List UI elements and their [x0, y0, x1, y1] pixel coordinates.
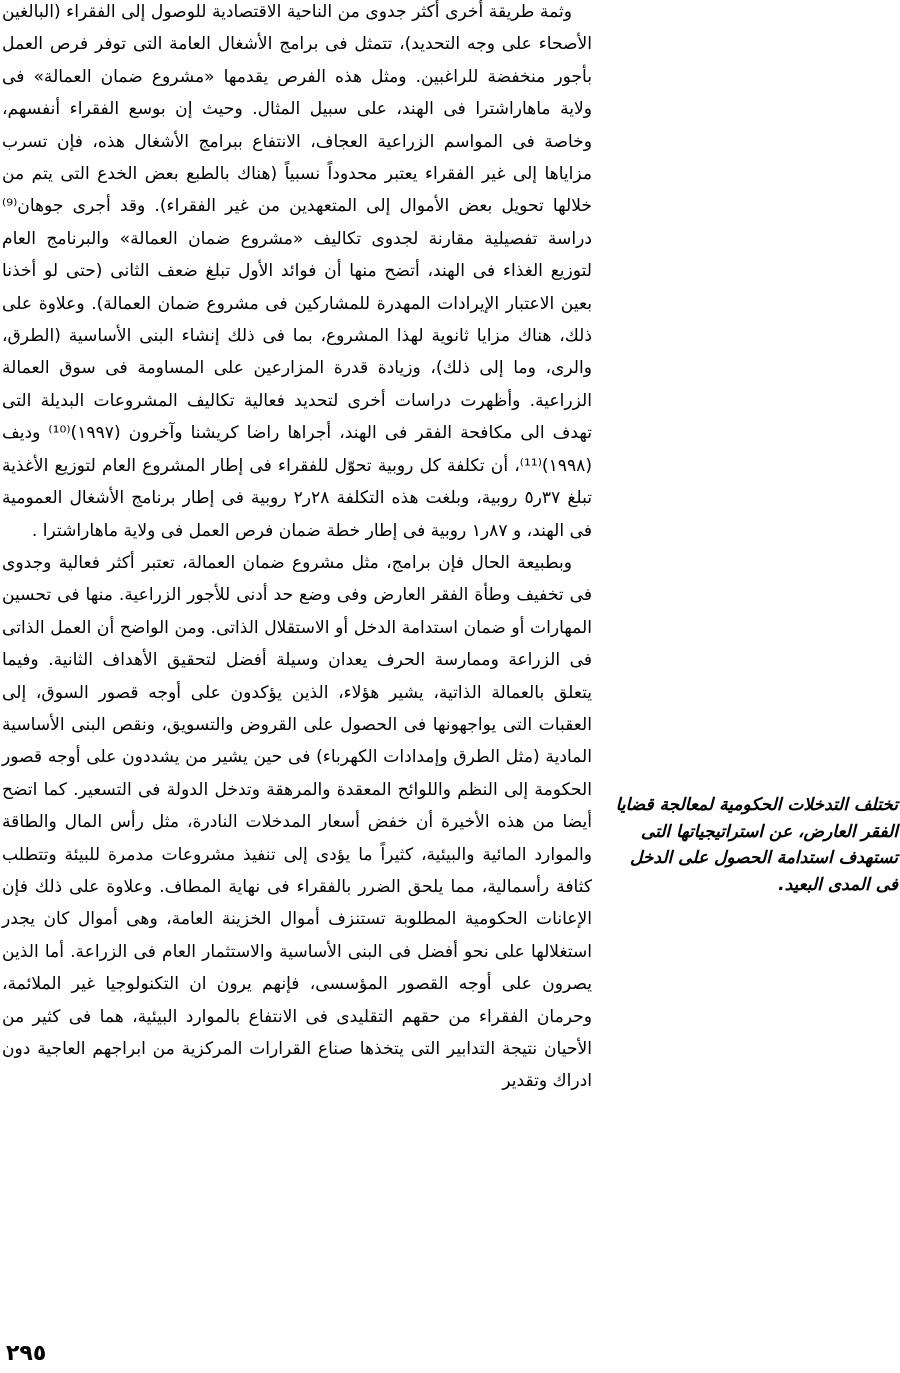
paragraph-1: وثمة طريقة أخرى أكثر جدوى من الناحية الاقتصادية للوصول إلى الفقراء (البالغين الأصحاء على وجه التحديد)، تتمثل فى برامج الأشغال العامة التى توفر فرص العمل بأجور منخفضة للراغبين. ومثل هذه الفرص يقدمها «مشروع ضمان العمالة» فى ولاية ماهاراشترا فى الهند، على سبيل المثال. وحيث إن بوسع الفقراء أنفسهم، وخاصة فى المواسم الزراعية العجاف، الانتفاع ببرامج الأشغال هذه، فإن تسرب مزاياها إلى غير الفقراء يعتبر محدوداً نسبياً (هناك بالطبع بعض الخدع التى يتم من خلالها تحويل بعض الأموال إلى المتعهدين من غير الفقراء). وقد أجرى جوهان⁽⁹⁾ دراسة تفصيلية مقارنة لجدوى تكاليف «مشروع ضمان العمالة» والبرنامج العام لتوزيع الغذاء فى الهند، أتضح منها أن فوائد الأول تبلغ ضعف الثانى (حتى لو أخذنا بعين الاعتبار الإيرادات المهدرة للمشاركين فى مشروع ضمان العمالة). وعلاوة على ذلك، هناك مزايا ثانوية لهذا المشروع، بما فى ذلك إنشاء البنى الأساسية (الطرق، والرى، وما إلى ذلك)، وزيادة قدرة المزارعين على المساومة فى سوق العمالة الزراعية. وأظهرت دراسات أخرى لتحديد فعالية تكاليف المشروعات البديلة التى تهدف الى مكافحة الفقر فى الهند، أجراها راضا كريشنا وآخرون (١٩٩٧)⁽¹⁰⁾ وديف (١٩٩٨)⁽¹¹⁾، أن تكلفة كل روبية تحوّل للفقراء فى إطار المشروع العام لتوزيع الأغذية تبلغ ٣٧ر٥ روبية، وبلغت هذه التكلفة ٢٨ر٢ روبية فى إطار برنامج الأشغال العمومية فى الهند، و ٨٧ر١ روبية فى إطار خطة ضمان فرص العمل فى ولاية ماهاراشترا .: [2, 2, 593, 541]
margin-note: تختلف التدخلات الحكومية لمعالجة قضايا الفقر العارض، عن استراتيجياتها التى تستهدف استدامة الحصول على الدخل فى المدى البعيد.: [615, 795, 898, 895]
page-number: ٢٩٥: [6, 1341, 47, 1366]
paragraph-2: وبطبيعة الحال فإن برامج، مثل مشروع ضمان العمالة، تعتبر أكثر فعالية وجدوى فى تخفيف وطأة الفقر العارض وفى وضع حد أدنى للأجور الزراعية. منها فى تحسين المهارات أو ضمان استدامة الدخل أو الاستقلال الذاتى. ومن الواضح أن العمل الذاتى فى الزراعة وممارسة الحرف يعدان وسيلة أفضل لتحقيق الأهداف الثانية. وفيما يتعلق بالعمالة الذاتية، يشير هؤلاء، الذين يؤكدون على أوجه قصور السوق، إلى العقبات التى يواجهونها فى الحصول على القروض والتسويق، ونقص البنى الأساسية المادية (مثل الطرق وإمدادات الكهرباء) فى حين يشير من يشددون على أوجه قصور الحكومة إلى النظم واللوائح المعقدة والمرهقة وتدخل الدولة فى التسعير. كما اتضح أيضا من هذه الأخيرة أن خفض أسعار المدخلات النادرة، مثل رأس المال والطاقة والموارد المائية والبيئية، كثيراً ما يؤدى إلى تنفيذ مشروعات مدمرة للبيئة وتتطلب كثافة رأسمالية، مما يلحق الضرر بالفقراء فى نهاية المطاف. وعلاوة على ذلك فإن الإعانات الحكومية المطلوبة تستنزف أموال الخزينة العامة، وهى أموال كان يجدر استغلالها على نحو أفضل فى البنى الأساسية والاستثمار العام فى الزراعة. أما الذين يصرون على أوجه القصور المؤسسى، فإنهم يرون ان التكنولوجيا غير الملائمة، وحرمان الفقراء من حقهم التقليدى فى الانتفاع بالموارد البيئية، هما فى كثير من الأحيان نتيجة التدابير التى يتخذها صناع القرارات المركزية من ابراجهم العاجية دون ادراك وتقدير: [2, 552, 592, 1092]
body-text-column: [2, 0, 592, 1098]
